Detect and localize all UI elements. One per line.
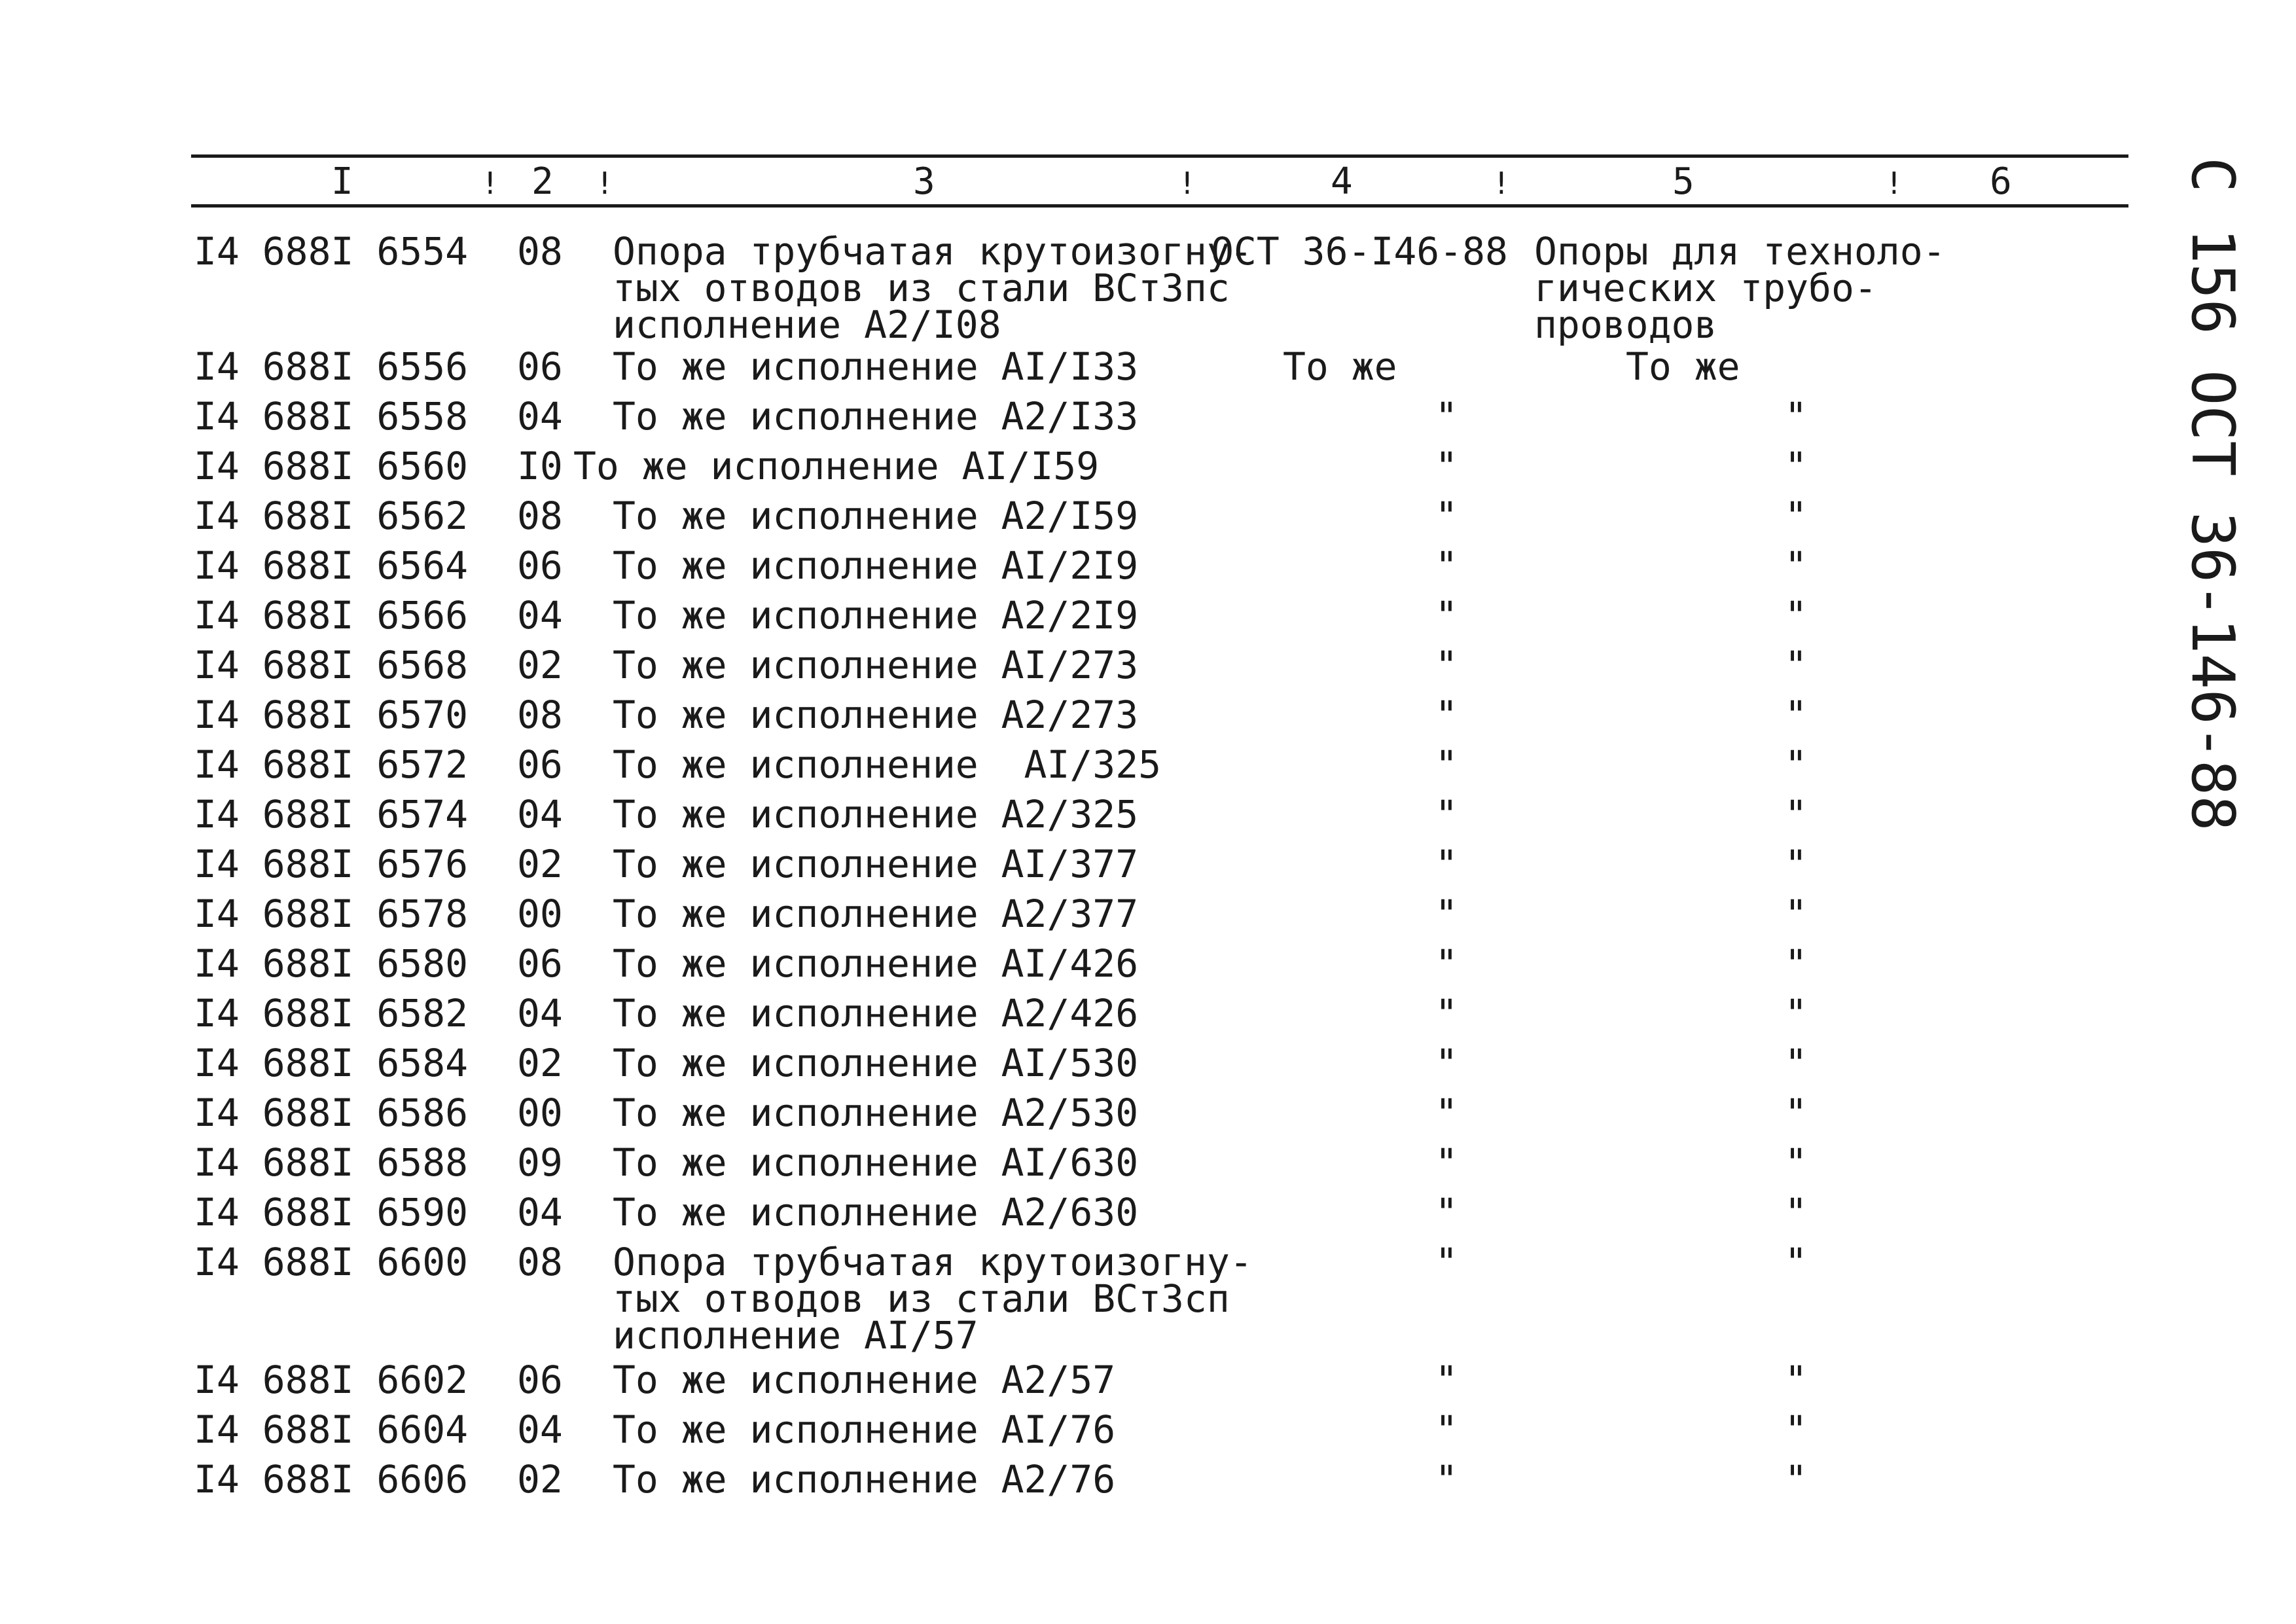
row-document: " xyxy=(1435,1240,1458,1284)
row-document: " xyxy=(1435,1140,1458,1185)
row-code: I4 688I 6568 xyxy=(194,643,469,687)
row-note: " xyxy=(1784,643,1808,687)
row-check-digits: I0 xyxy=(517,444,563,488)
row-check-digits: 06 xyxy=(517,742,563,787)
row-document: " xyxy=(1435,643,1458,687)
row-check-digits: 08 xyxy=(517,494,563,538)
row-note: " xyxy=(1784,1358,1808,1402)
row-code: I4 688I 6562 xyxy=(194,494,469,538)
col-separator: ! xyxy=(481,166,499,201)
row-name: То же исполнение А2/530 xyxy=(613,1091,1139,1135)
row-document: " xyxy=(1435,1457,1458,1502)
row-note: " xyxy=(1784,543,1808,588)
col-header-6: 6 xyxy=(1990,160,2012,203)
row-note: " xyxy=(1784,394,1808,439)
row-name: Опора трубчатая крутоизогну- тых отводов из стали ВСт3пс исполнение А2/I08 xyxy=(613,229,1253,347)
row-check-digits: 04 xyxy=(517,991,563,1036)
row-note: " xyxy=(1784,593,1808,638)
row-document: " xyxy=(1435,892,1458,936)
row-check-digits: 00 xyxy=(517,892,563,936)
row-check-digits: 08 xyxy=(517,693,563,737)
col-header-2: 2 xyxy=(531,160,554,203)
row-note: " xyxy=(1784,444,1808,488)
row-name: То же исполнение А2/426 xyxy=(613,991,1139,1036)
row-code: I4 688I 6560 xyxy=(194,444,469,488)
row-name: То же исполнение АI/I33 xyxy=(613,344,1139,389)
row-name: То же исполнение АI/2I9 xyxy=(613,543,1139,588)
row-check-digits: 04 xyxy=(517,593,563,638)
row-check-digits: 04 xyxy=(517,1190,563,1235)
row-note: " xyxy=(1784,792,1808,837)
row-code: I4 688I 6564 xyxy=(194,543,469,588)
row-note: " xyxy=(1784,892,1808,936)
row-code: I4 688I 6590 xyxy=(194,1190,469,1235)
row-check-digits: 06 xyxy=(517,1358,563,1402)
row-check-digits: 06 xyxy=(517,344,563,389)
row-name: То же исполнение А2/2I9 xyxy=(613,593,1139,638)
row-document: " xyxy=(1435,1358,1458,1402)
row-note: " xyxy=(1784,1041,1808,1085)
row-document: ОСТ 36-I46-88 xyxy=(1211,229,1508,274)
row-name: То же исполнение А2/630 xyxy=(613,1190,1139,1235)
row-name: То же исполнение АI/325 xyxy=(613,742,1162,787)
row-code: I4 688I 6586 xyxy=(194,1091,469,1135)
row-note: То же xyxy=(1626,344,1740,389)
row-code: I4 688I 6566 xyxy=(194,593,469,638)
row-code: I4 688I 6582 xyxy=(194,991,469,1036)
col-header-1: I xyxy=(331,160,353,203)
col-header-5: 5 xyxy=(1672,160,1695,203)
row-name: Опора трубчатая крутоизогну- тых отводов из стали ВСт3сп исполнение АI/57 xyxy=(613,1240,1253,1358)
row-name: То же исполнение А2/57 xyxy=(613,1358,1116,1402)
row-name: То же исполнение АI/530 xyxy=(613,1041,1139,1085)
row-note: " xyxy=(1784,1240,1808,1284)
row-name: То же исполнение АI/273 xyxy=(613,643,1139,687)
row-code: I4 688I 6604 xyxy=(194,1407,469,1452)
row-document: " xyxy=(1435,593,1458,638)
row-check-digits: 00 xyxy=(517,1091,563,1135)
row-document: " xyxy=(1435,842,1458,886)
row-document: " xyxy=(1435,494,1458,538)
row-name: То же исполнение АI/630 xyxy=(613,1140,1139,1185)
row-name: То же исполнение А2/325 xyxy=(613,792,1139,837)
row-name: То же исполнение А2/76 xyxy=(613,1457,1116,1502)
row-check-digits: 04 xyxy=(517,394,563,439)
row-document: " xyxy=(1435,1041,1458,1085)
row-note: " xyxy=(1784,842,1808,886)
row-check-digits: 02 xyxy=(517,842,563,886)
row-note: " xyxy=(1784,1091,1808,1135)
row-note: " xyxy=(1784,742,1808,787)
row-note: " xyxy=(1784,1407,1808,1452)
row-name: То же исполнение А2/I33 xyxy=(613,394,1139,439)
row-name: То же исполнение А2/273 xyxy=(613,693,1139,737)
col-separator: ! xyxy=(1178,166,1196,201)
row-name: То же исполнение АI/426 xyxy=(613,941,1139,986)
margin-sheet-number: С 156 ОСТ 36-146-88 xyxy=(2178,157,2247,831)
row-code: I4 688I 6588 xyxy=(194,1140,469,1185)
row-document: " xyxy=(1435,991,1458,1036)
row-code: I4 688I 6572 xyxy=(194,742,469,787)
row-name: То же исполнение АI/76 xyxy=(613,1407,1116,1452)
row-note: " xyxy=(1784,1457,1808,1502)
row-check-digits: 09 xyxy=(517,1140,563,1185)
col-separator: ! xyxy=(1492,166,1511,201)
row-document: То же xyxy=(1283,344,1397,389)
col-separator: ! xyxy=(1885,166,1903,201)
row-document: " xyxy=(1435,941,1458,986)
row-note: " xyxy=(1784,693,1808,737)
row-document: " xyxy=(1435,543,1458,588)
row-document: " xyxy=(1435,742,1458,787)
row-note: " xyxy=(1784,1140,1808,1185)
row-code: I4 688I 6602 xyxy=(194,1358,469,1402)
row-document: " xyxy=(1435,1091,1458,1135)
row-document: " xyxy=(1435,792,1458,837)
row-name: То же исполнение А2/377 xyxy=(613,892,1139,936)
row-code: I4 688I 6576 xyxy=(194,842,469,886)
row-check-digits: 02 xyxy=(517,1457,563,1502)
row-note: " xyxy=(1784,1190,1808,1235)
row-check-digits: 08 xyxy=(517,1240,563,1284)
row-check-digits: 06 xyxy=(517,543,563,588)
row-code: I4 688I 6606 xyxy=(194,1457,469,1502)
row-name: То же исполнение А2/I59 xyxy=(613,494,1139,538)
row-document: " xyxy=(1435,1407,1458,1452)
row-check-digits: 04 xyxy=(517,1407,563,1452)
row-code: I4 688I 6558 xyxy=(194,394,469,439)
row-note: " xyxy=(1784,991,1808,1036)
row-note: Опоры для техноло- гических трубо- проводов xyxy=(1534,229,1946,347)
row-document: " xyxy=(1435,1190,1458,1235)
row-document: " xyxy=(1435,444,1458,488)
row-check-digits: 04 xyxy=(517,792,563,837)
col-separator: ! xyxy=(596,166,614,201)
row-check-digits: 02 xyxy=(517,643,563,687)
row-check-digits: 08 xyxy=(517,229,563,274)
row-document: " xyxy=(1435,693,1458,737)
header-bottom-rule xyxy=(191,204,2128,208)
row-name: То же исполнение АI/I59 xyxy=(573,444,1100,488)
col-header-3: 3 xyxy=(913,160,935,203)
col-header-4: 4 xyxy=(1331,160,1353,203)
row-code: I4 688I 6600 xyxy=(194,1240,469,1284)
row-note: " xyxy=(1784,494,1808,538)
row-code: I4 688I 6580 xyxy=(194,941,469,986)
row-code: I4 688I 6554 xyxy=(194,229,469,274)
row-note: " xyxy=(1784,941,1808,986)
row-code: I4 688I 6556 xyxy=(194,344,469,389)
row-document: " xyxy=(1435,394,1458,439)
row-check-digits: 02 xyxy=(517,1041,563,1085)
row-name: То же исполнение АI/377 xyxy=(613,842,1139,886)
row-code: I4 688I 6584 xyxy=(194,1041,469,1085)
row-code: I4 688I 6570 xyxy=(194,693,469,737)
row-check-digits: 06 xyxy=(517,941,563,986)
header-top-rule xyxy=(191,154,2128,158)
row-code: I4 688I 6574 xyxy=(194,792,469,837)
row-code: I4 688I 6578 xyxy=(194,892,469,936)
